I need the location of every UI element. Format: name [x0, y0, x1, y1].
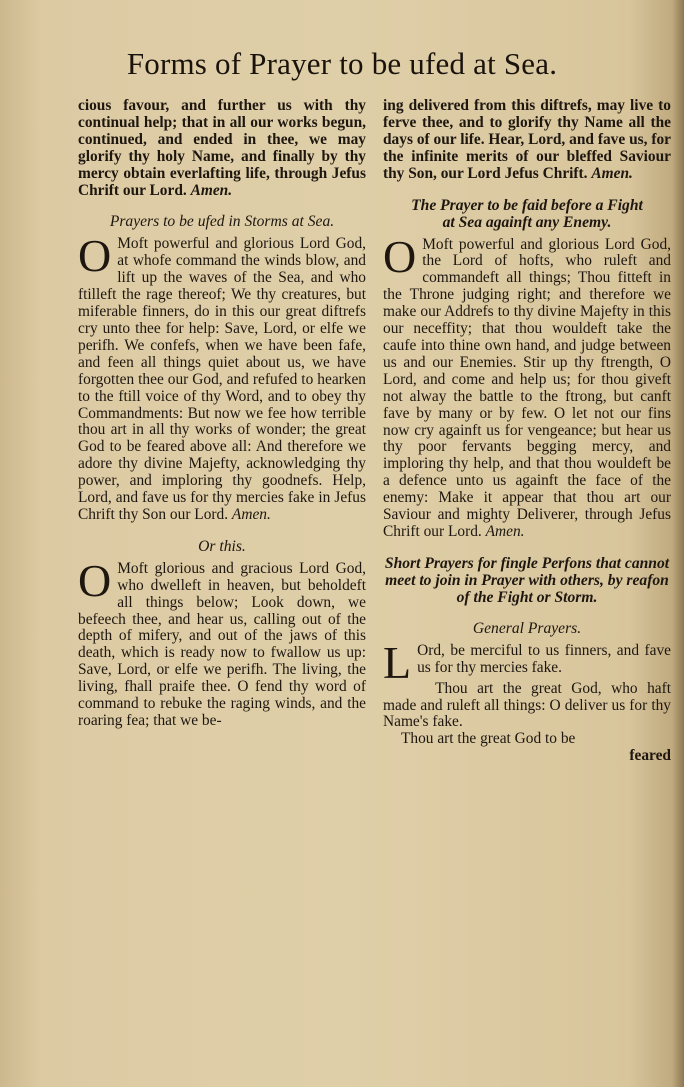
fight-heading-line2: at Sea againft any Enemy.	[442, 213, 612, 231]
general-prayer-text: Ord, be merciful to us finners, and fave us for thy mercies fake.	[417, 641, 671, 676]
or-this-prayer	[78, 554, 366, 730]
continued-prayer-text: ing delivered from this diftrefs, may live to ferve thee, and to glorify thy Name all the days of our life. Hear, Lord, and fave us, for the infinite merits of our bleffed Saviour thy Son, our Lord Jefus Chrift.	[383, 97, 671, 182]
drop-cap: L	[383, 636, 412, 688]
continued-prayer	[78, 98, 366, 199]
right-column	[383, 98, 671, 765]
fight-prayer-text: Moft powerful and glorious Lord God, the Lord of hofts, who ruleft and commandeft all things; Thou fitteft in the Throne judging right; and therefore we make our Addrefs to thy divine Majefty in this our neceffity; that thou wouldeft take the caufe into thine own hand, and judge between us and our Enemies. Stir up thy ftrength, O Lord, and come and help us; for thou giveft not alway the battle to the ftrong, but canft fave by many or by few. O let not our fins now cry againft us for vengeance; but hear us thy poor fervants begging mercy, and imploring thy help, and that thou wouldeft be a defence unto us againft the face of the enemy: Make it appear that thou art our Saviour and mighty Deliverer, through Jefus Chrift our Lord.	[383, 235, 671, 540]
drop-cap: O	[383, 230, 417, 282]
page-title: Forms of Prayer to be ufed at Sea.	[126, 46, 558, 81]
catchword: feared	[629, 747, 671, 765]
left-column	[78, 98, 366, 730]
fight-prayer-heading	[383, 197, 671, 231]
or-this-prayer-text: Moft glorious and gracious Lord God, who dwelleft in heaven, but beholdeft all things below; Look down, we befeech thee, and hear us, calling out of the depth of mifery, and out of the jaws of this death, which is ready now to fwallow us up: Save, Lord, or elfe we perifh. The living, the living, fhall praife thee. O fend thy word of command to rebuke the raging winds, and the roaring fea; that we be-	[78, 559, 366, 729]
continued-prayer	[383, 98, 671, 183]
continued-prayer-text: cious favour, and further us with thy continual help; that in all our works begun, continued, and ended in thee, we may glorify thy holy Name, and finally by thy mercy obtain everlafting life, through Jefus Chrift our Lord.	[78, 97, 366, 199]
drop-cap: O	[78, 554, 112, 606]
page-edge-shadow	[672, 0, 684, 1087]
fight-heading-line1: The Prayer to be faid before a Fight	[411, 196, 643, 214]
general-prayer-line: Thou art the great God, who haft made and ruleft all things: O deliver us for thy Name's fake.	[383, 679, 671, 731]
amen-text: Amen.	[231, 505, 271, 523]
general-prayer	[383, 636, 671, 688]
storm-prayer-text: Moft powerful and glorious Lord God, at whofe command the winds blow, and lift up the waves of the Sea, and who ftilleft the rage thereof; We thy creatures, but miferable finners, do in this our great diftrefs cry unto thee for help: Save, Lord, or elfe we perifh. We confefs, when we have been fafe, and feen all things quiet about us, we have forgotten thee our God, and refufed to hearken to the ftill voice of thy Word, and to obey thy Commandments: But now we fee how terrible thou art in all thy works of wonder; the great God to be feared above all: And therefore we adore thy divine Majefty, acknowledging thy power, and imploring thy goodnefs. Help, Lord, and fave us for thy mercies fake in Jefus Chrift thy Son our Lord.	[78, 235, 366, 523]
amen-text: Amen.	[485, 522, 525, 540]
short-prayers-heading: Short Prayers for fingle Perfons that cannot meet to join in Prayer with others, by reafon of the Fight or Storm.	[384, 554, 670, 606]
storm-prayer-heading: Prayers to be ufed in Storms at Sea.	[109, 213, 335, 231]
amen-text: Amen.	[190, 181, 233, 199]
storm-prayer	[78, 230, 366, 523]
general-prayer-line: Thou art the great God to be	[401, 730, 576, 748]
drop-cap: O	[78, 230, 112, 282]
fight-prayer	[383, 230, 671, 541]
amen-text: Amen.	[591, 164, 633, 182]
or-this-heading: Or this.	[198, 537, 246, 555]
general-prayers-heading: General Prayers.	[472, 619, 582, 637]
